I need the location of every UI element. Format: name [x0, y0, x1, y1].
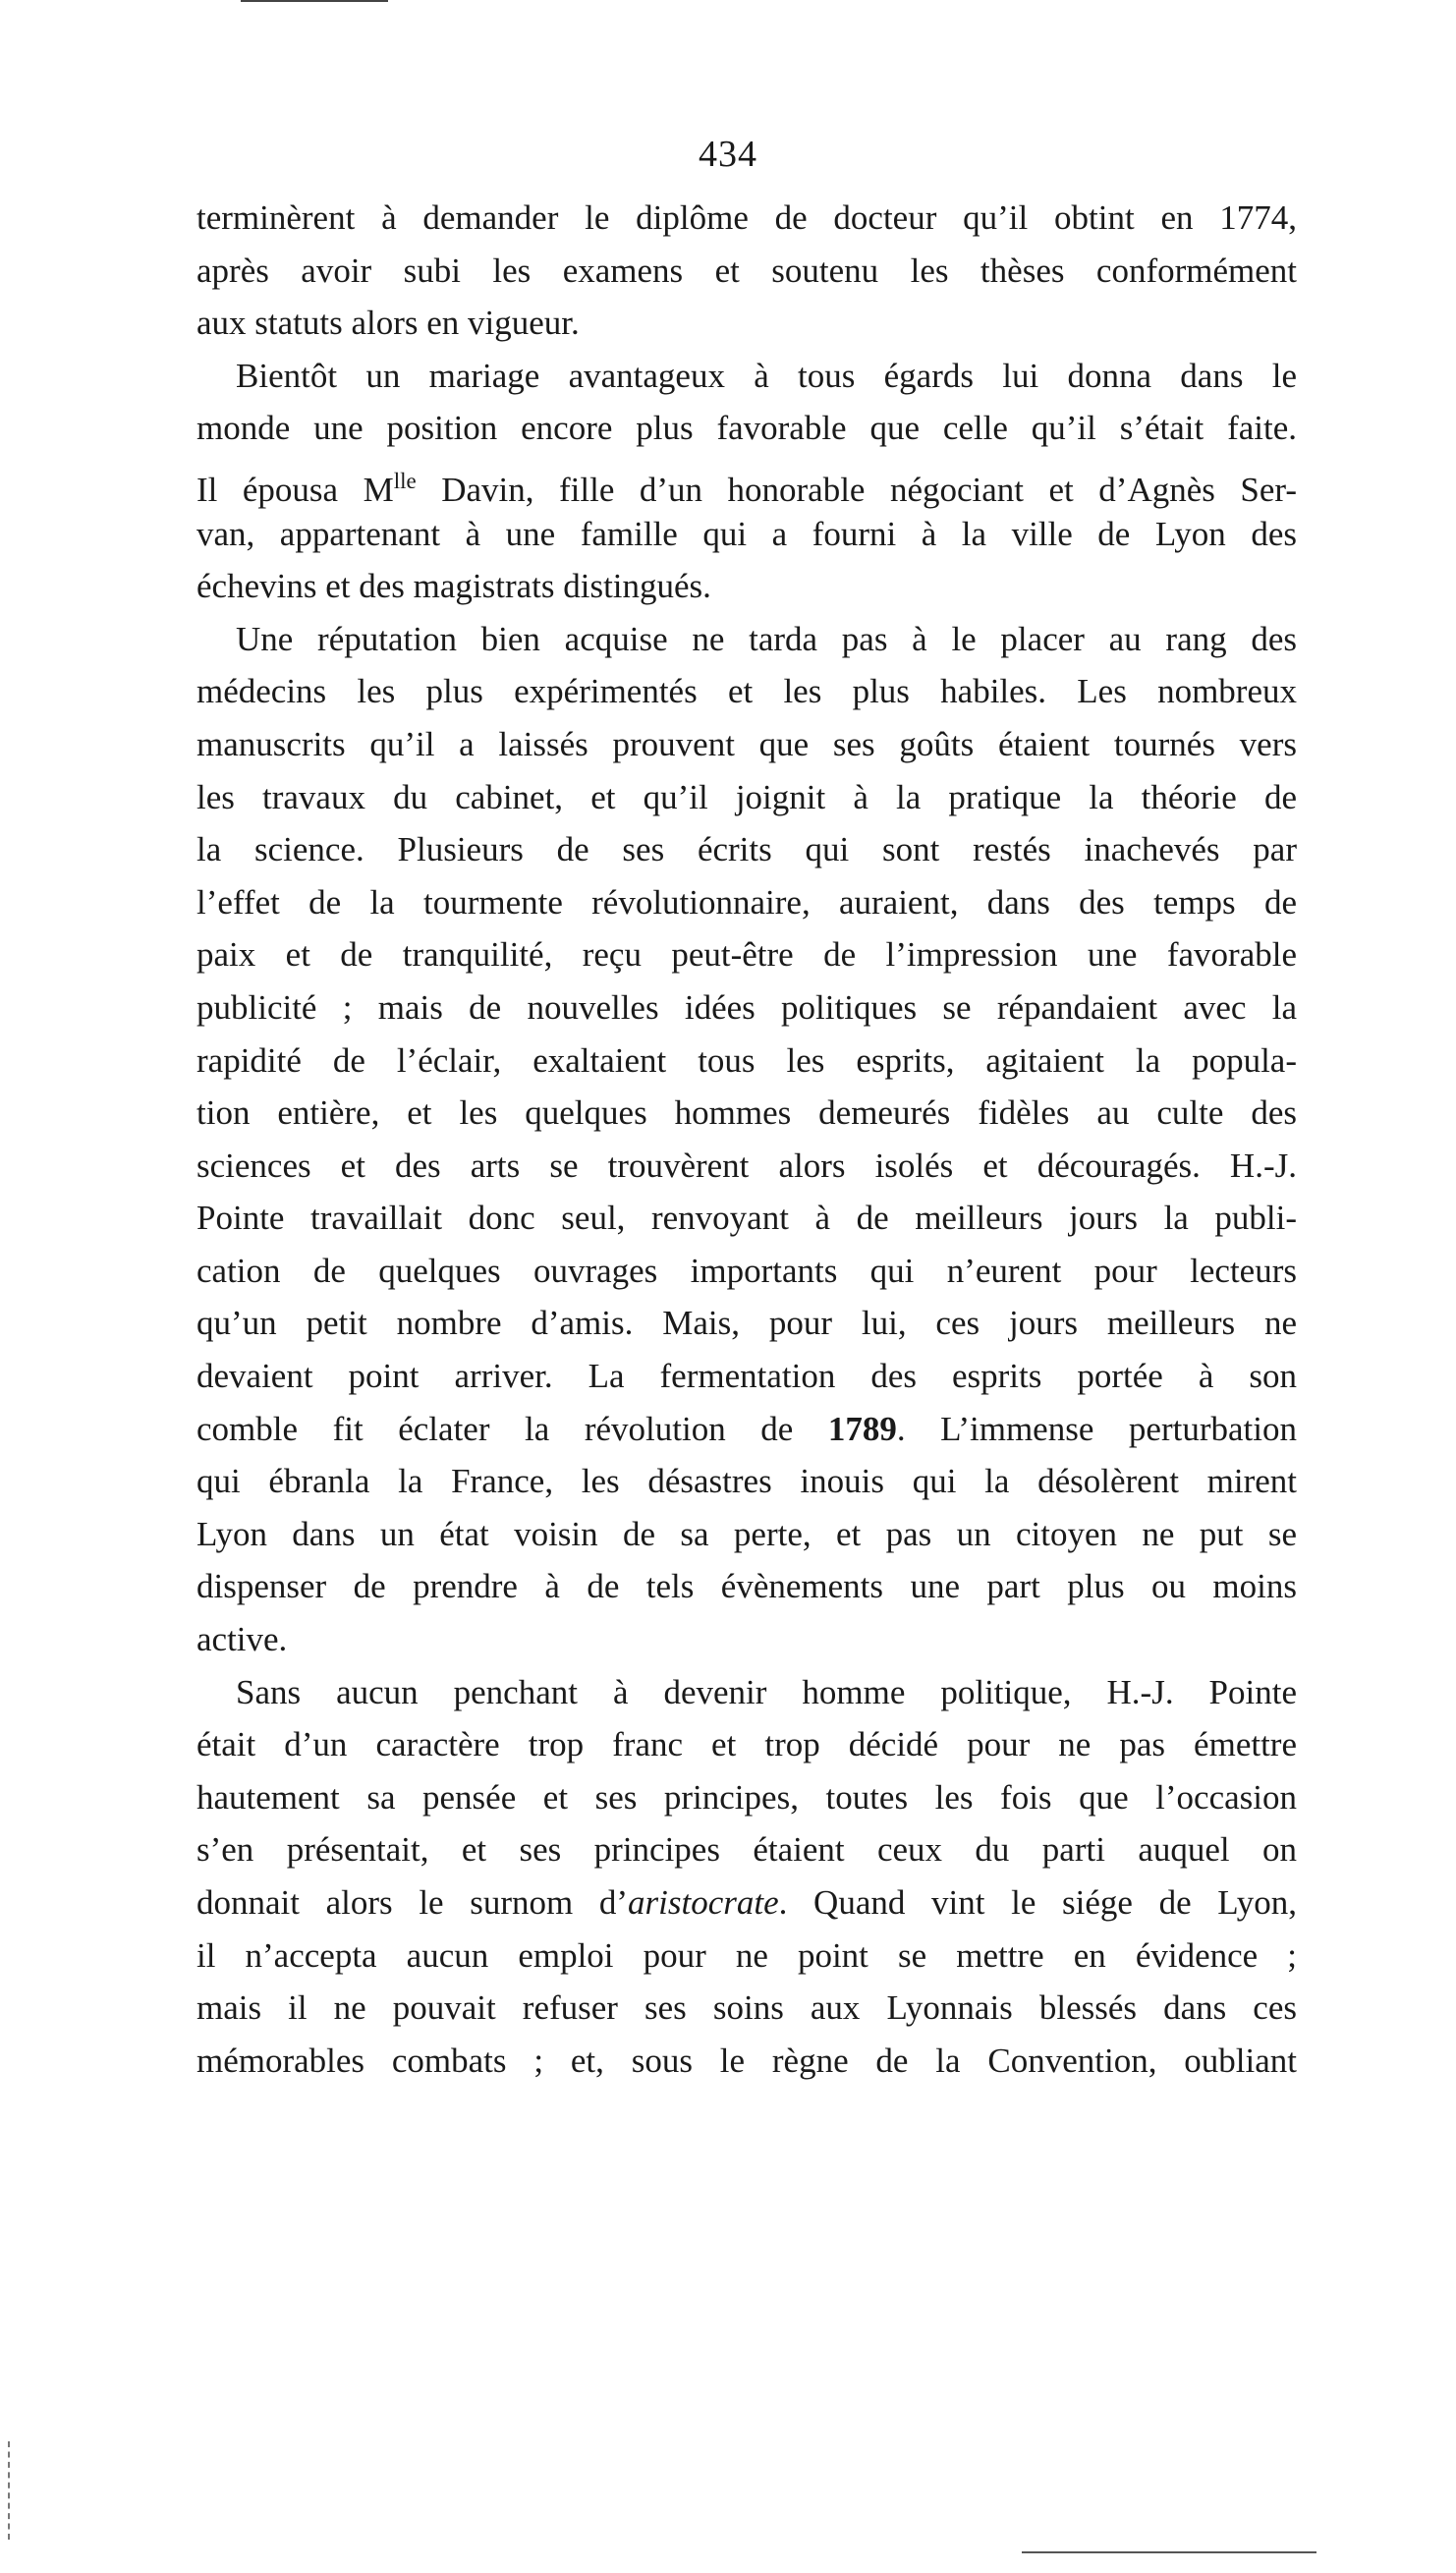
- text-line: s’en présentait, et ses principes étaient ceux du parti auquel on: [196, 1830, 1297, 1870]
- text-line: van, appartenant à une famille qui a fourni à la ville de Lyon des: [196, 514, 1297, 553]
- body-text: [196, 192, 1297, 2087]
- text-line: terminèrent à demander le diplôme de docteur qu’il obtint en 1774,: [196, 198, 1297, 237]
- text-line: Pointe travaillait donc seul, renvoyant à de meilleurs jours la publi-: [196, 1199, 1297, 1238]
- text-line: tion entière, et les quelques hommes demeurés fidèles au culte des: [196, 1093, 1297, 1133]
- text-line: [196, 1876, 1297, 1930]
- text-line: dispenser de prendre à de tels évènements une part plus ou moins: [196, 1567, 1297, 1606]
- text-line: [196, 1403, 1297, 1456]
- page-number: 434: [699, 134, 757, 175]
- text-line: Une réputation bien acquise ne tarda pas à le placer au rang des: [236, 619, 1297, 658]
- text-line: active.: [196, 1620, 288, 1659]
- text-line: qui ébranla la France, les désastres inouis qui la désolèrent mirent: [196, 1462, 1297, 1501]
- text-line: les travaux du cabinet, et qu’il joignit à la pratique la théorie de: [196, 777, 1297, 816]
- text-line: était d’un caractère trop franc et trop décidé pour ne pas émettre: [196, 1725, 1297, 1764]
- text-line: après avoir subi les examens et soutenu les thèses conformément: [196, 251, 1297, 290]
- year-1789: 1789: [827, 1409, 897, 1448]
- bottom-rule: [1022, 2551, 1316, 2553]
- superscript-abbrev: lle: [393, 468, 417, 493]
- scan-edge-marks: [8, 2441, 12, 2540]
- text-line: rapidité de l’éclair, exaltaient tous les esprits, agitaient la popula-: [196, 1040, 1297, 1080]
- italic-term: aristocrate: [628, 1883, 779, 1922]
- text-segment: Il épousa M: [196, 470, 394, 509]
- text-segment: Davin, fille d’un honorable négociant et d’Agnès Ser-: [416, 470, 1297, 509]
- text-line: devaient point arriver. La fermentation des esprits portée à son: [196, 1357, 1297, 1396]
- text-line: aux statuts alors en vigueur.: [196, 304, 580, 343]
- text-line: l’effet de la tourmente révolutionnaire, auraient, dans des temps de: [196, 882, 1297, 922]
- text-line: la science. Plusieurs de ses écrits qui sont restés inachevés par: [196, 830, 1297, 869]
- text-line: cation de quelques ouvrages importants qui n’eurent pour lecteurs: [196, 1251, 1297, 1290]
- text-segment: . L’immense perturbation: [896, 1409, 1297, 1448]
- text-line: publicité ; mais de nouvelles idées politiques se répandaient avec la: [196, 987, 1297, 1027]
- text-segment: comble fit éclater la révolution de: [196, 1409, 828, 1448]
- text-line: échevins et des magistrats distingués.: [196, 567, 711, 606]
- text-line: mais il ne pouvait refuser ses soins aux Lyonnais blessés dans ces: [196, 1988, 1297, 2028]
- text-line: médecins les plus expérimentés et les plus habiles. Les nombreux: [196, 672, 1297, 711]
- text-segment: . Quand vint le siége de Lyon,: [778, 1883, 1297, 1922]
- text-line: Lyon dans un état voisin de sa perte, et pas un citoyen ne put se: [196, 1514, 1297, 1553]
- text-line: mémorables combats ; et, sous le règne de la Convention, oubliant: [196, 2041, 1297, 2080]
- text-line: Bientôt un mariage avantageux à tous égards lui donna dans le: [236, 356, 1297, 395]
- top-rule: [241, 0, 388, 2]
- text-segment: donnait alors le surnom d’: [196, 1883, 629, 1922]
- text-line: Sans aucun penchant à devenir homme politique, H.-J. Pointe: [236, 1672, 1297, 1711]
- text-line: qu’un petit nombre d’amis. Mais, pour lui, ces jours meilleurs ne: [196, 1304, 1297, 1343]
- text-line: sciences et des arts se trouvèrent alors isolés et découragés. H.-J.: [196, 1146, 1297, 1185]
- text-line: manuscrits qu’il a laissés prouvent que ses goûts étaient tournés vers: [196, 724, 1297, 763]
- text-line: monde une position encore plus favorable que celle qu’il s’était faite.: [196, 409, 1297, 448]
- text-line: il n’accepta aucun emploi pour ne point se mettre en évidence ;: [196, 1935, 1297, 1975]
- text-line: hautement sa pensée et ses principes, toutes les fois que l’occasion: [196, 1777, 1297, 1817]
- text-line: paix et de tranquilité, reçu peut-être de l’impression une favorable: [196, 935, 1297, 975]
- text-line: [196, 455, 1297, 508]
